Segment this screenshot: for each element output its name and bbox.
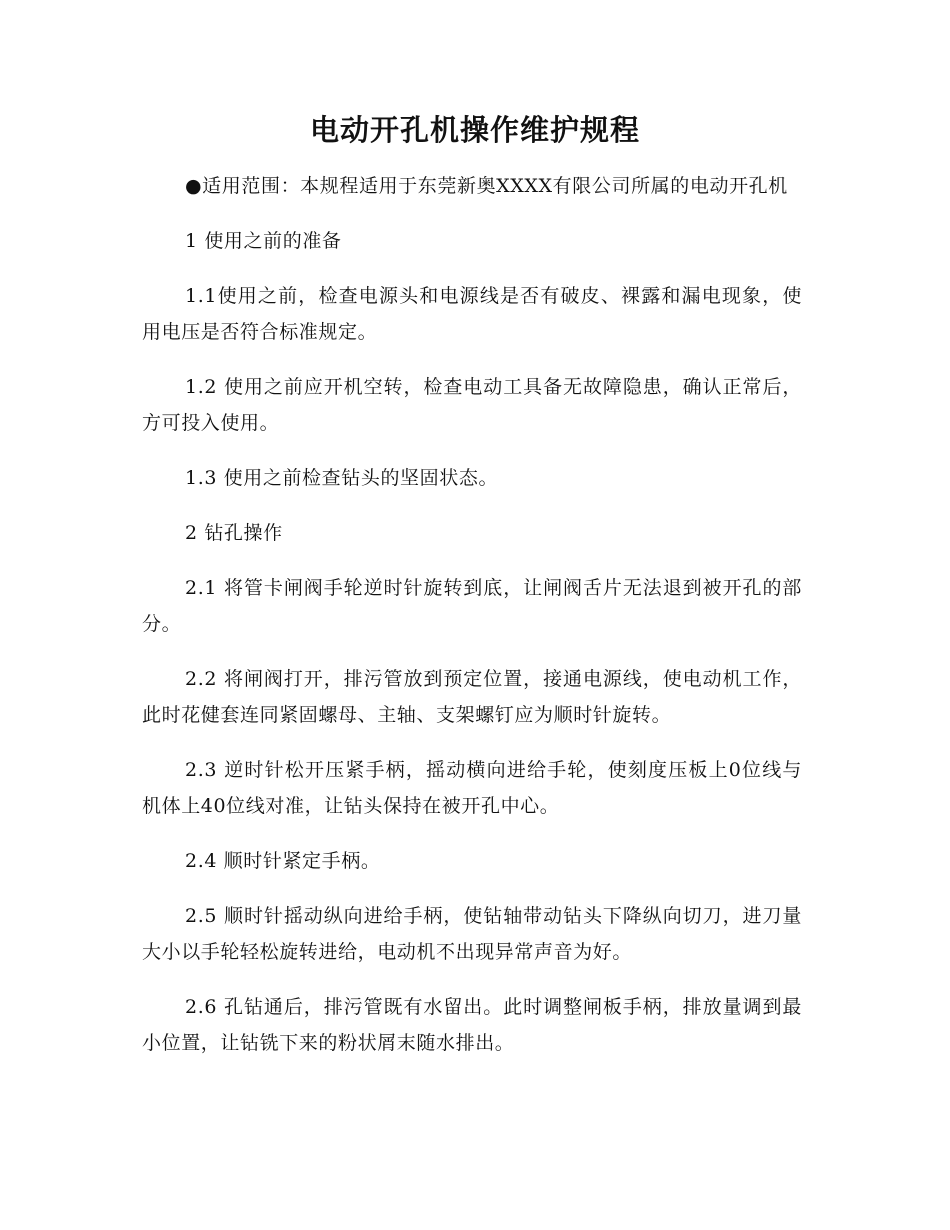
paragraph-2-3: 2.3 逆时针松开压紧手柄，摇动横向进给手轮，使刻度压板上0位线与机体上40位线对准，让钻头保持在被开孔中心。 — [142, 759, 802, 817]
paragraph-1-2: 1.2 使用之前应开机空转，检查电动工具备无故障隐患，确认正常后，方可投入使用。 — [142, 376, 802, 434]
paragraph-1-1: 1.1使用之前，检查电源头和电源线是否有破皮、裸露和漏电现象，使用电压是否符合标准规定。 — [142, 285, 802, 343]
document-body — [142, 168, 802, 1080]
paragraph-2-4: 2.4 顺时针紧定手柄。 — [185, 850, 381, 872]
paragraph-2-1: 2.1 将管卡闸阀手轮逆时针旋转到底，让闸阀舌片无法退到被开孔的部分。 — [142, 577, 802, 635]
section-heading-preparation: 1 使用之前的准备 — [185, 230, 342, 252]
paragraph-2-2: 2.2 将闸阀打开，排污管放到预定位置，接通电源线，使电动机工作，此时花健套连同紧固螺母、主轴、支架螺钉应为顺时针旋转。 — [142, 668, 802, 726]
paragraph-1-3: 1.3 使用之前检查钻头的坚固状态。 — [185, 467, 499, 489]
scope-paragraph: ●适用范围：本规程适用于东莞新奥XXXX有限公司所属的电动开孔机 — [185, 175, 788, 197]
paragraph-2-5: 2.5 顺时针摇动纵向进给手柄，使钻轴带动钻头下降纵向切刀，进刀量大小以手轮轻松旋转进给，电动机不出现异常声音为好。 — [142, 905, 802, 963]
paragraph-2-6: 2.6 孔钻通后，排污管既有水留出。此时调整闸板手柄，排放量调到最小位置，让钻铣下来的粉状屑末随水排出。 — [142, 996, 802, 1054]
document-title: 电动开孔机操作维护规程 — [309, 113, 640, 147]
section-heading-drilling: 2 钻孔操作 — [185, 522, 283, 544]
